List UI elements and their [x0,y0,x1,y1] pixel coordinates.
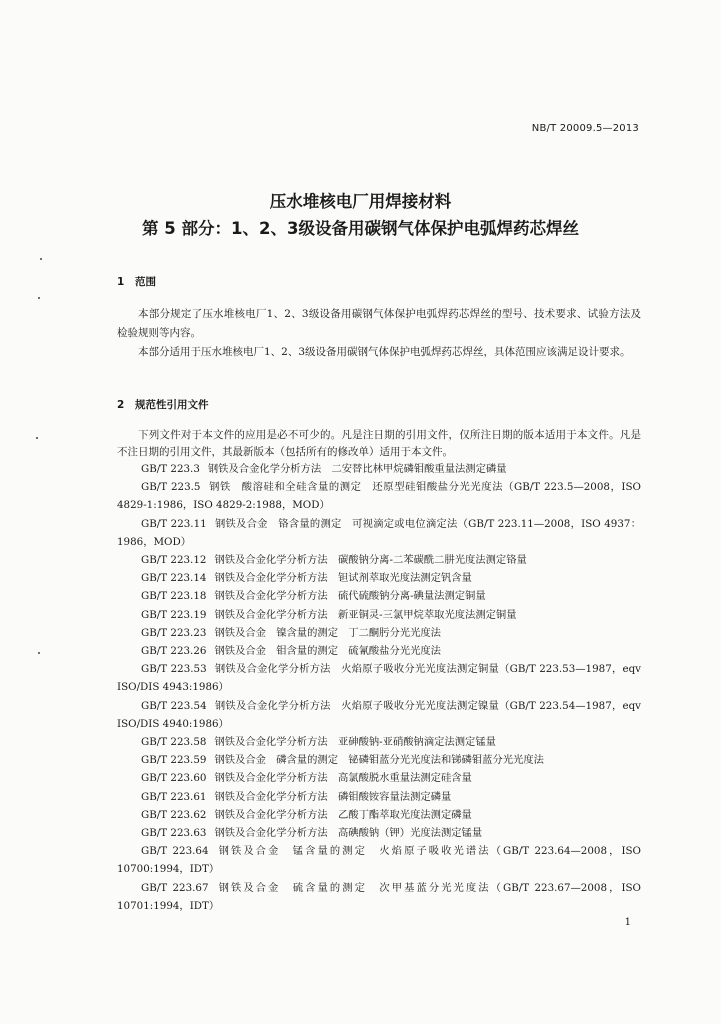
reference-item: GB/T 223.67 钢铁及合金 硫含量的测定 次甲基蓝分光光度法（GB/T 223.67—2008，ISO 10701:1994，IDT） [117,881,642,912]
references-intro: 下列文件对于本文件的应用是必不可少的。凡是注日期的引用文件，仅所注日期的版本适用于本文件。凡是不注日期的引用文件，其最新版本（包括所有的修改单）适用于本文件。 [117,429,641,458]
part-title: 第 5 部分：1、2、3级设备用碳钢气体保护电弧焊药芯焊丝 [142,219,579,238]
scan-speck [38,297,40,299]
document-id: NB/T 20009.5—2013 [531,123,639,134]
reference-item: GB/T 223.14 钢铁及合金化学分析方法 钽试剂萃取光度法测定钒含量 [141,572,472,585]
reference-item: GB/T 223.53 钢铁及合金化学分析方法 火焰原子吸收分光光度法测定铜量（GB/T 223.53—1987，eqv ISO/DIS 4943:1986） [117,663,642,694]
standard-title: 压水堆核电厂用焊接材料 [269,192,452,211]
reference-item: GB/T 223.5 钢铁 酸溶硅和全硅含量的测定 还原型硅钼酸盐分光光度法（GB/T 223.5—2008，ISO 4829-1:1986，ISO 4829-2:1988，MOD） [117,481,641,512]
reference-item: GB/T 223.63 钢铁及合金化学分析方法 高碘酸钠（钾）光度法测定锰量 [141,827,483,840]
reference-item: GB/T 223.3 钢铁及合金化学分析方法 二安替比林甲烷磷钼酸重量法测定磷量 [141,463,507,475]
section-1-heading [117,274,156,289]
reference-item: GB/T 223.61 钢铁及合金化学分析方法 磷钼酸铵容量法测定磷量 [141,790,452,803]
scope-paragraph-2: 本部分适用于压水堆核电厂1、2、3级设备用碳钢气体保护电弧焊药芯焊丝，具体范围应该满足设计要求。 [138,346,631,358]
reference-item: GB/T 223.64 钢铁及合金 锰含量的测定 火焰原子吸收光谱法（GB/T 223.64—2008，ISO 10700:1994，IDT） [117,845,642,876]
reference-item: GB/T 223.62 钢铁及合金化学分析方法 乙酸丁酯萃取光度法测定磷量 [141,808,472,821]
reference-item: GB/T 223.58 钢铁及合金化学分析方法 亚砷酸钠-亚硝酸钠滴定法测定锰量 [141,736,496,749]
reference-item: GB/T 223.60 钢铁及合金化学分析方法 高氯酸脱水重量法测定硅含量 [141,772,472,785]
section-title: 规范性引用文件 [135,399,209,411]
reference-item: GB/T 223.26 钢铁及合金 钼含量的测定 硫氰酸盐分光光度法 [141,645,441,658]
reference-item: GB/T 223.18 钢铁及合金化学分析方法 硫代硫酸钠分离-碘量法测定铜量 [141,590,486,603]
page-number: 1 [624,917,631,928]
section-2-heading [117,397,209,412]
reference-list [117,460,641,915]
reference-item: GB/T 223.23 钢铁及合金 镍含量的测定 丁二酮肟分光光度法 [141,626,441,639]
reference-item: GB/T 223.11 钢铁及合金 铬含量的测定 可视滴定或电位滴定法（GB/T 223.11—2008，ISO 4937：1986，MOD） [117,517,641,548]
reference-item: GB/T 223.12 钢铁及合金化学分析方法 碳酸钠分离-二苯碳酰二肼光度法测定铬量 [141,554,527,567]
reference-item: GB/T 223.54 钢铁及合金化学分析方法 火焰原子吸收分光光度法测定镍量（GB/T 223.54—1987，eqv ISO/DIS 4940:1986） [117,699,642,730]
scan-speck [38,652,40,654]
reference-item: GB/T 223.59 钢铁及合金 磷含量的测定 铋磷钼蓝分光光度法和锑磷钼蓝分光光度法 [141,754,544,767]
reference-item: GB/T 223.19 钢铁及合金化学分析方法 新亚铜灵-三氯甲烷萃取光度法测定铜量 [141,608,517,621]
scan-speck [36,437,38,439]
section-title: 范围 [135,276,156,288]
section-number: 2 [117,399,125,411]
scan-speck [40,258,42,260]
section-number: 1 [117,276,125,288]
scope-paragraph-1: 本部分规定了压水堆核电厂1、2、3级设备用碳钢气体保护电弧焊药芯焊丝的型号、技术要求、试验方法及检验规则等内容。 [117,308,641,339]
